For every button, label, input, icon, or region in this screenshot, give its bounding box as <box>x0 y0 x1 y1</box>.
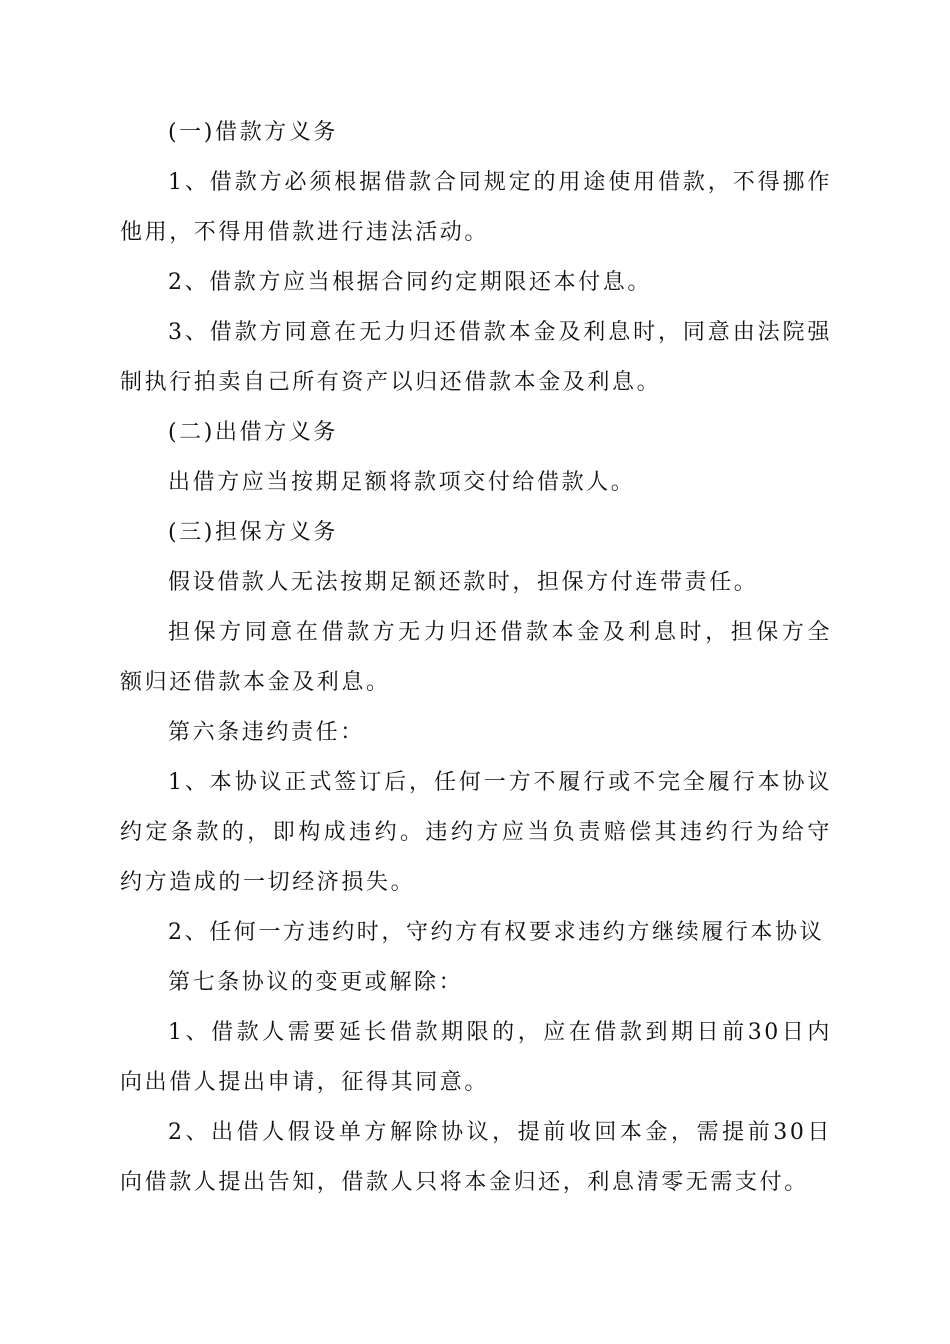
section-heading-guarantor-obligations: (三)担保方义务 <box>168 520 338 545</box>
article-seven-heading: 第七条协议的变更或解除： <box>168 970 464 995</box>
paragraph-borrower-usage: 1、借款方必须根据借款合同规定的用途使用借款，不得挪作他用，不得用借款进行违法活动。 <box>120 170 832 245</box>
document-body <box>120 108 832 1208</box>
paragraph-borrower-enforcement: 3、借款方同意在无力归还借款本金及利息时，同意由法院强制执行拍卖自己所有资产以归还借款本金及利息。 <box>120 320 832 395</box>
paragraph-term-extension: 1、借款人需要延长借款期限的，应在借款到期日前30日内向出借人提出申请，征得其同意。 <box>120 1020 832 1095</box>
paragraph-breach-definition: 1、本协议正式签订后，任何一方不履行或不完全履行本协议约定条款的，即构成违约。违约方应当负责赔偿其违约行为给守约方造成的一切经济损失。 <box>120 770 832 895</box>
section-heading-borrower-obligations: (一)借款方义务 <box>168 120 338 145</box>
paragraph-guarantor-joint-liability: 假设借款人无法按期足额还款时，担保方付连带责任。 <box>168 570 759 595</box>
paragraph-guarantor-full-repayment: 担保方同意在借款方无力归还借款本金及利息时，担保方全额归还借款本金及利息。 <box>120 620 832 695</box>
paragraph-breach-remedy: 2、任何一方违约时，守约方有权要求违约方继续履行本协议 <box>168 920 825 945</box>
paragraph-borrower-repayment: 2、借款方应当根据合同约定期限还本付息。 <box>168 270 652 295</box>
paragraph-unilateral-termination: 2、出借人假设单方解除协议，提前收回本金，需提前30日向借款人提出告知，借款人只将本金归还，利息清零无需支付。 <box>120 1120 832 1195</box>
article-six-heading: 第六条违约责任： <box>168 720 365 745</box>
paragraph-lender-delivery: 出借方应当按期足额将款项交付给借款人。 <box>168 470 636 495</box>
section-heading-lender-obligations: (二)出借方义务 <box>168 420 338 445</box>
